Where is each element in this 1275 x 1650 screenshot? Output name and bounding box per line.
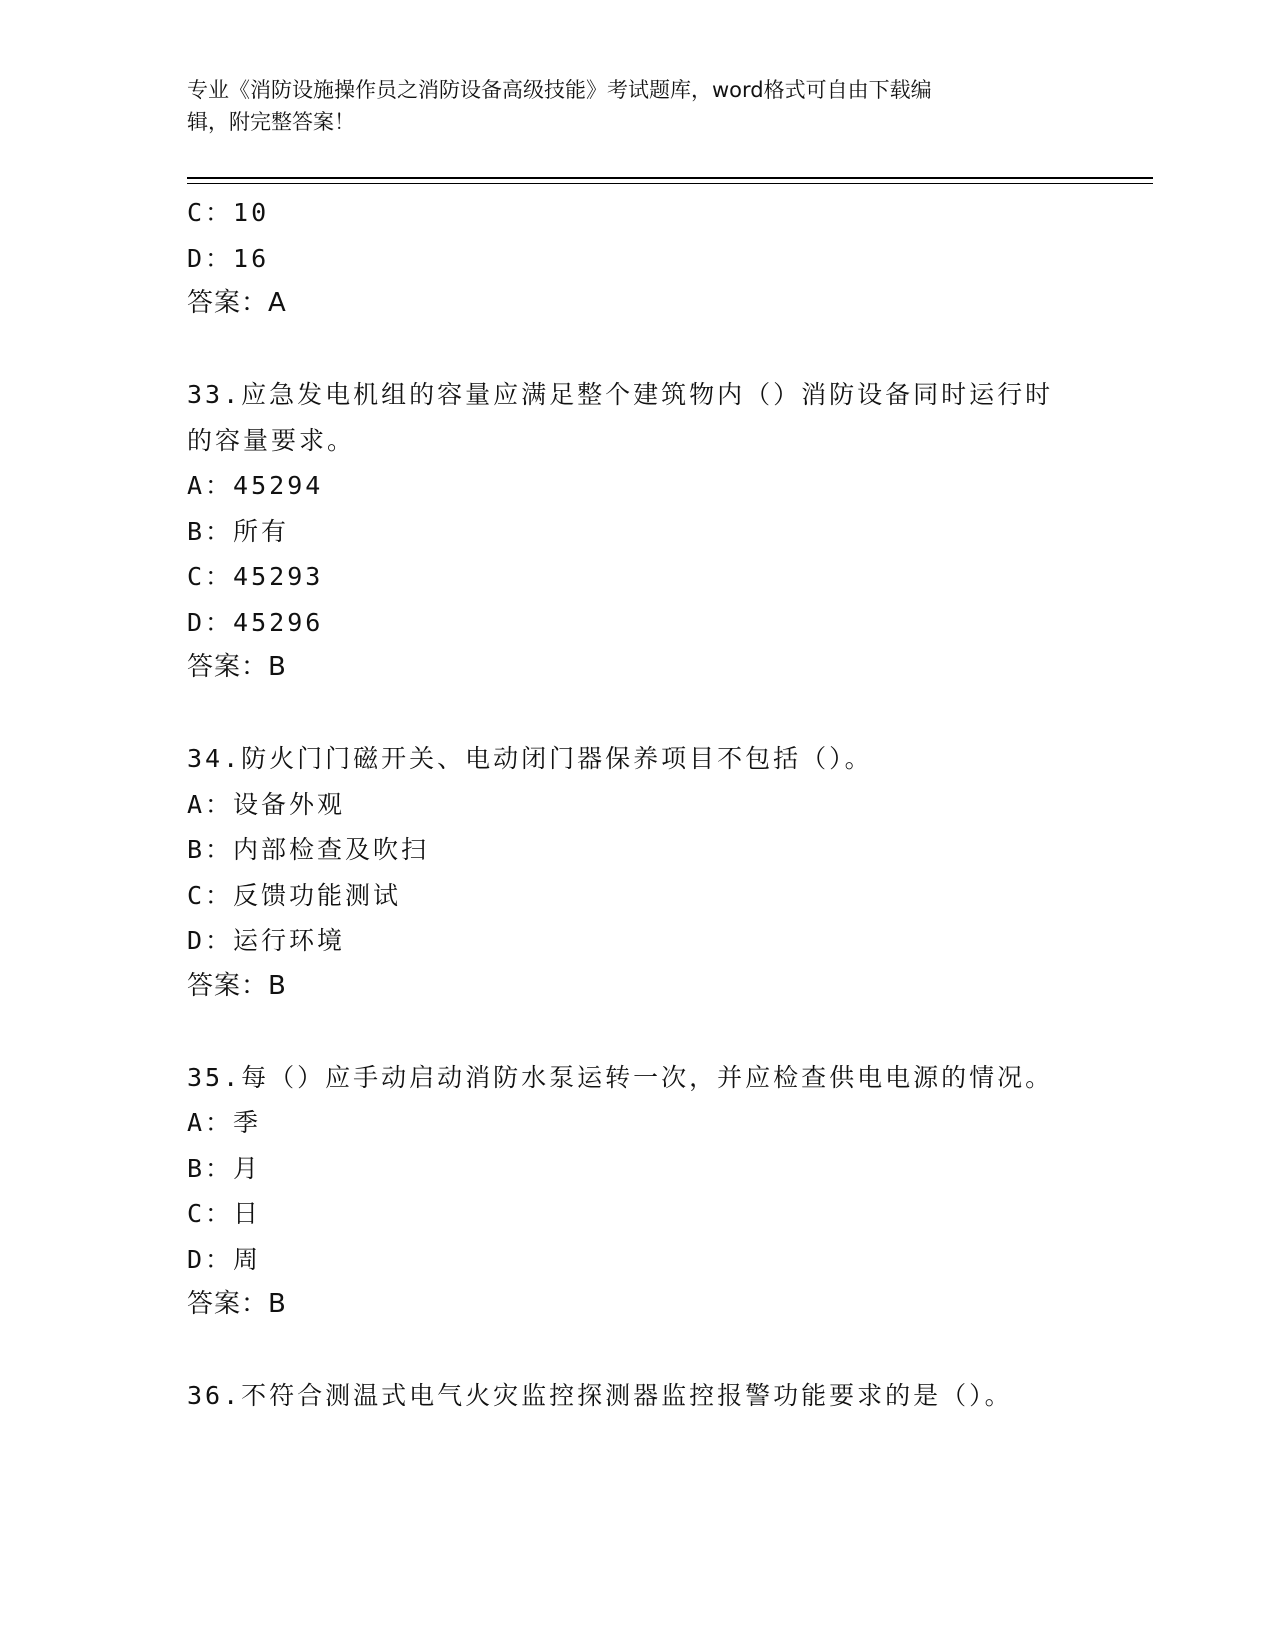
option-d: D：16 — [187, 243, 270, 273]
header-line-2: 辑，附完整答案！ — [187, 110, 355, 134]
question-text: 36.不符合测温式电气火灾监控探测器监控报警功能要求的是（）。 — [187, 1381, 1013, 1410]
question-list — [187, 190, 1087, 1419]
spacer — [187, 327, 1087, 373]
header-line-1: 专业《消防设施操作员之消防设备高级技能》考试题库，word格式可自由下载编 — [187, 78, 932, 102]
option-b: B：所有 — [187, 516, 290, 546]
option-d: D：运行环境 — [187, 926, 346, 955]
option-c: C：反馈功能测试 — [187, 880, 402, 910]
header-divider-thick — [187, 177, 1153, 179]
option-a: A：设备外观 — [187, 789, 346, 819]
option-c: C：日 — [187, 1199, 262, 1228]
spacer — [187, 1009, 1087, 1055]
previous-question-tail — [187, 190, 1087, 327]
question-text-continued: 的容量要求。 — [187, 425, 356, 455]
document-header — [187, 74, 1067, 138]
option-c: C：45293 — [187, 562, 324, 591]
option-a: A：季 — [187, 1108, 262, 1137]
question-text: 35.每（）应手动启动消防水泵运转一次，并应检查供电电源的情况。 — [187, 1062, 1054, 1092]
question-36 — [187, 1373, 1087, 1419]
spacer — [187, 1328, 1087, 1374]
question-33 — [187, 372, 1087, 691]
answer-line: 答案：A — [187, 288, 287, 318]
answer-line: 答案：B — [187, 970, 287, 1001]
header-divider-thin — [187, 183, 1153, 184]
option-b: B：月 — [187, 1153, 262, 1183]
option-b: B：内部检查及吹扫 — [187, 835, 430, 864]
question-text: 34.防火门门磁开关、电动闭门器保养项目不包括（）。 — [187, 744, 873, 773]
option-a: A：45294 — [187, 471, 324, 500]
spacer — [187, 691, 1087, 737]
answer-line: 答案：B — [187, 652, 287, 682]
option-d: D：周 — [187, 1244, 262, 1274]
question-35 — [187, 1055, 1087, 1328]
answer-line: 答案：B — [187, 1289, 287, 1319]
question-34 — [187, 736, 1087, 1009]
option-d: D：45296 — [187, 607, 324, 637]
option-c: C：10 — [187, 198, 270, 227]
question-text: 33.应急发电机组的容量应满足整个建筑物内（）消防设备同时运行时 — [187, 380, 1054, 409]
